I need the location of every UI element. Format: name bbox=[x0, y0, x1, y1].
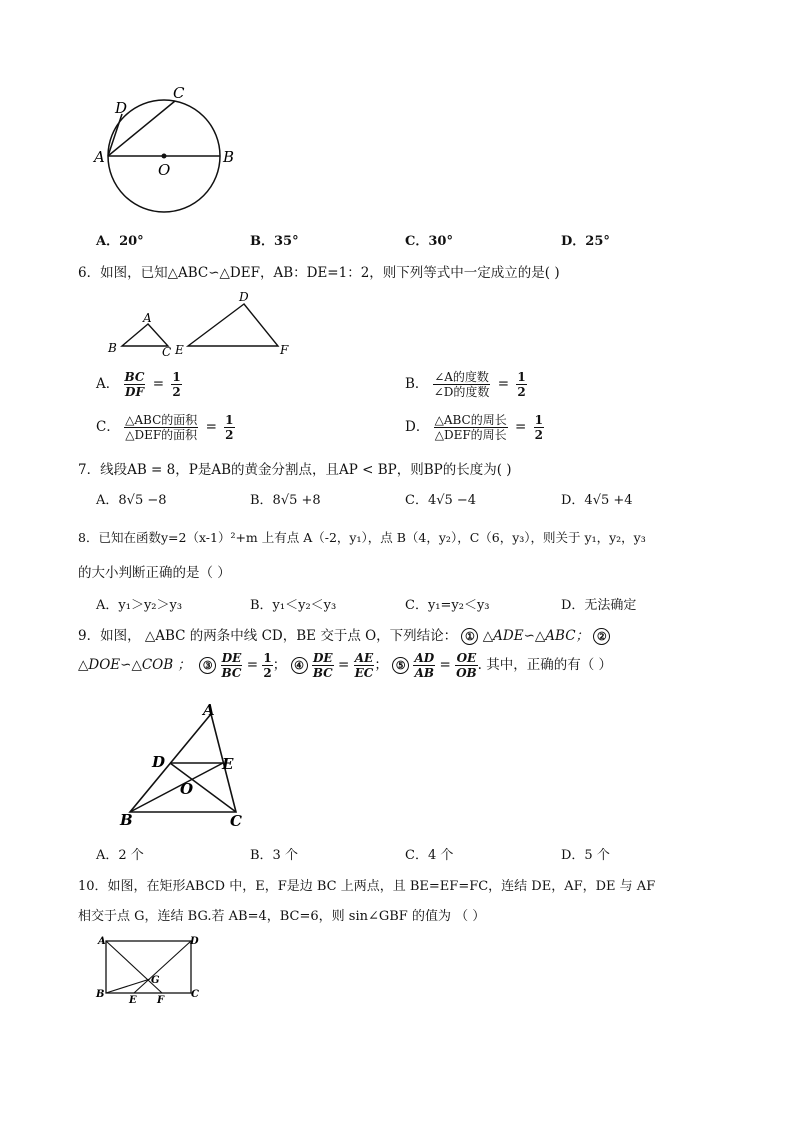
q7-option-b[interactable]: B．8√5 +8 bbox=[250, 493, 321, 508]
q6-b-rhs-den: 2 bbox=[517, 385, 526, 399]
q9-c3-rhs-num: 1 bbox=[263, 651, 272, 665]
q9-conclusion-1: △ADE∽△ABC； bbox=[482, 628, 590, 644]
q9-c4-rhs-den: EC bbox=[354, 666, 374, 680]
q9-label-o: O bbox=[180, 780, 194, 798]
q6-option-b-letter: B． bbox=[405, 376, 429, 392]
q6-c-den: △DEF的面积 bbox=[125, 428, 198, 442]
q5-option-b[interactable]: B．35° bbox=[250, 234, 299, 249]
q9-c4-den: BC bbox=[312, 666, 333, 680]
q8-stem-line1: 8．已知在函数y=2（x-1）²+m 上有点 A（-2，y₁），点 B（4，y₂），C（6，y₃），则关于 y₁，y₂，y₃ bbox=[78, 530, 646, 545]
q7-option-c[interactable]: C．4√5 −4 bbox=[405, 493, 477, 508]
q6-b-rhs-num: 1 bbox=[517, 370, 526, 384]
q5-circle-figure bbox=[86, 82, 246, 222]
q9-conclusion-2-marker: ② bbox=[593, 628, 610, 645]
q9-stem-pre: 9．如图， △ABC 的两条中线 CD，BE 交于点 O，下列结论： bbox=[78, 628, 458, 644]
q10-stem-line1: 10．如图，在矩形ABCD 中，E，F是边 BC 上两点，且 BE=EF=FC，连结 DE，AF，DE 与 AF bbox=[78, 879, 656, 894]
q6-triangles-figure bbox=[106, 288, 296, 358]
q9-conclusion-4-marker: ④ bbox=[291, 657, 308, 674]
q6-d-num: △ABC的周长 bbox=[434, 413, 507, 427]
q6-c-rhs-num: 1 bbox=[225, 413, 234, 427]
q9-option-c[interactable]: C．4 个 bbox=[405, 848, 454, 863]
q6-a-rhs-den: 2 bbox=[172, 385, 181, 399]
q5-label-o: O bbox=[158, 161, 171, 179]
q10-label-d: D bbox=[190, 936, 199, 947]
q10-label-f: F bbox=[157, 995, 165, 1006]
q9-c5-rhs-num: OE bbox=[456, 651, 477, 665]
q6-option-c[interactable]: C． $\frac{\text{△ABC的面积}}{\text{△DEF的面积}}$ = $\frac{1}{2}$ bbox=[96, 413, 234, 442]
q9-label-b: B bbox=[120, 811, 133, 829]
q6-a-den: DF bbox=[125, 385, 144, 399]
q7-stem: 7．线段AB = 8，P是AB的黄金分割点，且AP < BP，则BP的长度为( ) bbox=[78, 462, 512, 478]
q6-d-den: △DEF的周长 bbox=[434, 428, 507, 442]
q9-label-c: C bbox=[230, 812, 242, 830]
q9-option-d[interactable]: D．5 个 bbox=[561, 848, 610, 863]
q6-c-num: △ABC的面积 bbox=[125, 413, 198, 427]
q5-option-c[interactable]: C．30° bbox=[405, 234, 453, 249]
q6-a-rhs-num: 1 bbox=[172, 370, 181, 384]
q9-c3-den: BC bbox=[221, 666, 242, 680]
q9-option-b[interactable]: B．3 个 bbox=[250, 848, 298, 863]
q10-label-a: A bbox=[98, 936, 106, 947]
q9-label-d: D bbox=[152, 753, 166, 771]
q9-stem-line2: △DOE∽△COB ； ③ $\frac{DE}{BC}$ = $\frac{1}{2}$ ； ④ $\frac{DE}{BC}$ = $\frac{AE}{EC}$ ； ⑤ $\frac{AD}{AB}$ = $\frac{OE}{OB}$ . 其中，正确的有（ ） bbox=[78, 651, 613, 680]
q6-a-num: BC bbox=[124, 370, 145, 384]
q10-stem-line2: 相交于点 G，连结 BG.若 AB=4，BC=6，则 sin∠GBF 的值为 （ ） bbox=[78, 909, 486, 924]
q9-c3-num: DE bbox=[221, 651, 242, 665]
q10-label-g: G bbox=[151, 975, 160, 986]
q6-label-f: F bbox=[280, 343, 289, 357]
q9-c4-num: DE bbox=[312, 651, 333, 665]
q6-b-num: ∠A的度数 bbox=[434, 370, 489, 384]
q9-c3-rhs-den: 2 bbox=[263, 666, 272, 680]
q9-conclusion-1-marker: ① bbox=[461, 628, 478, 645]
q6-d-rhs-den: 2 bbox=[534, 428, 544, 442]
q8-option-a[interactable]: A．y₁＞y₂＞y₃ bbox=[96, 598, 183, 613]
q6-option-a-letter: A． bbox=[96, 376, 120, 392]
q9-conclusion-3-marker: ③ bbox=[199, 657, 216, 674]
q7-option-d[interactable]: D．4√5 +4 bbox=[561, 493, 633, 508]
q6-label-c: C bbox=[162, 345, 172, 358]
q5-label-d: D bbox=[115, 99, 128, 117]
q9-stem-line1 bbox=[78, 624, 610, 645]
q9-label-a: A bbox=[203, 701, 215, 719]
q9-label-e: E bbox=[222, 755, 234, 773]
q6-option-b[interactable]: B． $\frac{\text{∠A的度数}}{\text{∠D的度数}}$ = $\frac{1}{2}$ bbox=[405, 370, 526, 399]
q8-option-c[interactable]: C．y₁=y₂＜y₃ bbox=[405, 598, 490, 613]
q9-conclusion-5-marker: ⑤ bbox=[392, 657, 409, 674]
q10-label-e: E bbox=[129, 995, 137, 1006]
q7-option-a[interactable]: A．8√5 −8 bbox=[96, 493, 167, 508]
q9-conclusion-2: △DOE∽△COB ； bbox=[78, 657, 191, 673]
q6-option-c-letter: C． bbox=[96, 419, 120, 435]
q5-label-b: B bbox=[223, 148, 235, 166]
q6-stem: 6．如图，已知△ABC∽△DEF，AB：DE=1：2，则下列等式中一定成立的是( ) bbox=[78, 265, 560, 281]
q6-label-d: D bbox=[239, 290, 249, 304]
q6-option-a[interactable]: A． $\frac{BC}{DF}$ = $\frac{1}{2}$ bbox=[96, 370, 181, 399]
q9-c5-den: AB bbox=[414, 666, 435, 680]
q10-rectangle-figure bbox=[94, 932, 206, 1007]
q6-d-rhs-num: 1 bbox=[534, 413, 544, 427]
q6-label-a: A bbox=[143, 311, 152, 325]
q6-option-d-letter: D． bbox=[405, 419, 430, 435]
q8-stem-line2: 的大小判断正确的是（ ） bbox=[78, 565, 231, 581]
q5-option-d[interactable]: D．25° bbox=[561, 234, 610, 249]
q10-label-c: C bbox=[191, 989, 199, 1000]
q9-c4-rhs-num: AE bbox=[354, 651, 374, 665]
q6-option-d[interactable]: D． $\frac{\text{△ABC的周长}}{\text{△DEF的周长}}$ = $\frac{1}{2}$ bbox=[405, 413, 544, 442]
q9-c5-rhs-den: OB bbox=[456, 666, 477, 680]
q8-option-b[interactable]: B．y₁＜y₂＜y₃ bbox=[250, 598, 337, 613]
q9-option-a[interactable]: A．2 个 bbox=[96, 848, 144, 863]
q6-label-e: E bbox=[175, 343, 184, 357]
q6-c-rhs-den: 2 bbox=[225, 428, 234, 442]
q9-triangle-figure bbox=[116, 700, 256, 830]
q6-b-den: ∠D的度数 bbox=[433, 385, 490, 399]
q6-label-b: B bbox=[108, 341, 117, 355]
q5-option-a[interactable]: A．20° bbox=[96, 234, 144, 249]
q9-tail: 其中，正确的有（ ） bbox=[486, 657, 613, 673]
q10-label-b: B bbox=[96, 989, 105, 1000]
q8-option-d[interactable]: D．无法确定 bbox=[561, 598, 637, 613]
q5-label-a: A bbox=[94, 148, 105, 166]
q9-c5-num: AD bbox=[414, 651, 435, 665]
q5-label-c: C bbox=[173, 84, 185, 102]
